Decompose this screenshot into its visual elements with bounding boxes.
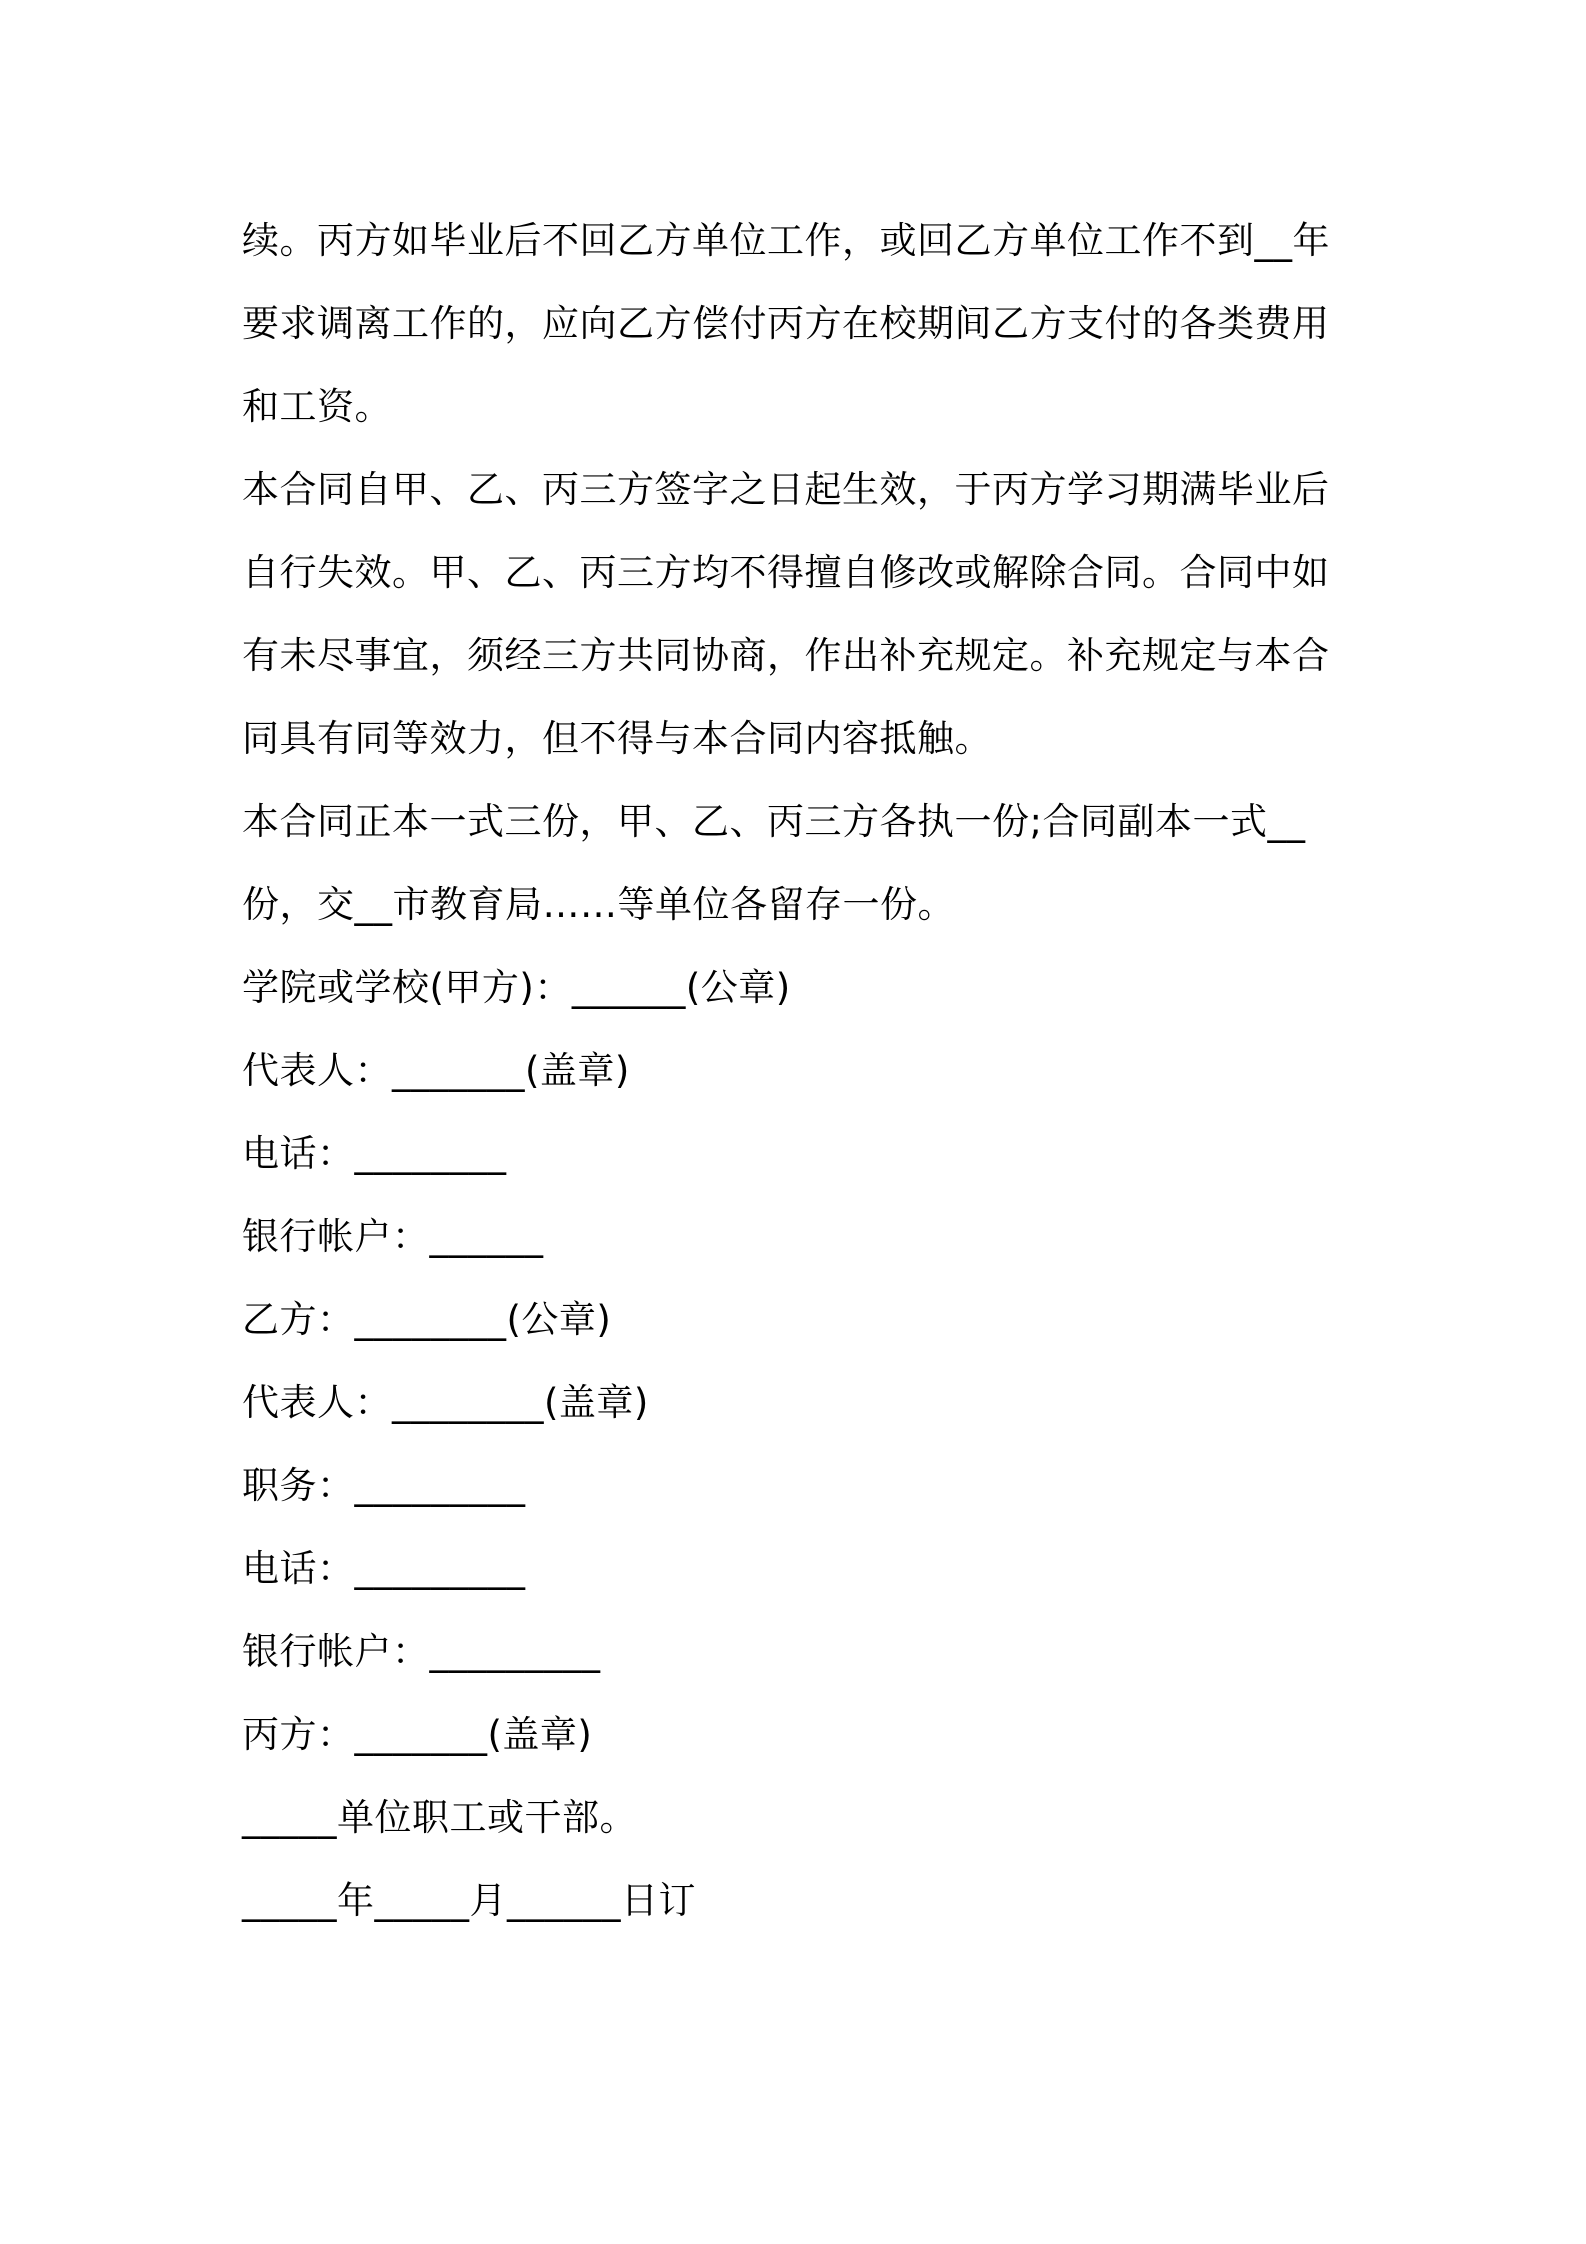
- party-b-representative-line: 代表人：________(盖章): [242, 1381, 649, 1424]
- party-a-phone-line: 电话：________: [242, 1132, 507, 1175]
- party-b-bank-account-line: 银行帐户：_________: [242, 1630, 601, 1673]
- party-a-school-line: 学院或学校(甲方)：______(公章): [242, 966, 791, 1009]
- paragraph-effectiveness: 本合同自甲、乙、丙三方签字之日起生效，于丙方学习期满毕业后自行失效。甲、乙、丙三方均不得擅自修改或解除合同。合同中如有未尽事宜，须经三方共同协商，作出补充规定。补充规定与本合同具有同等效力，但不得与本合同内容抵触。: [242, 468, 1330, 760]
- party-c-line: 丙方：_______(盖章): [242, 1713, 593, 1756]
- date-line: _____年_____月______日订: [242, 1879, 696, 1922]
- paragraph-copies: 本合同正本一式三份，甲、乙、丙三方各执一份;合同副本一式__份，交__市教育局……等单位各留存一份。: [242, 800, 1306, 926]
- paragraph-continuation: 续。丙方如毕业后不回乙方单位工作，或回乙方单位工作不到__年要求调离工作的，应向乙方偿付丙方在校期间乙方支付的各类费用和工资。: [242, 219, 1330, 428]
- party-b-position-line: 职务：_________: [242, 1464, 526, 1507]
- party-b-line: 乙方：________(公章): [242, 1298, 612, 1341]
- party-c-unit-line: _____单位职工或干部。: [242, 1796, 637, 1839]
- party-a-representative-line: 代表人：_______(盖章): [242, 1049, 630, 1092]
- party-a-bank-account-line: 银行帐户：______: [242, 1215, 544, 1258]
- document-page: [242, 199, 1362, 1942]
- party-b-phone-line: 电话：_________: [242, 1547, 526, 1590]
